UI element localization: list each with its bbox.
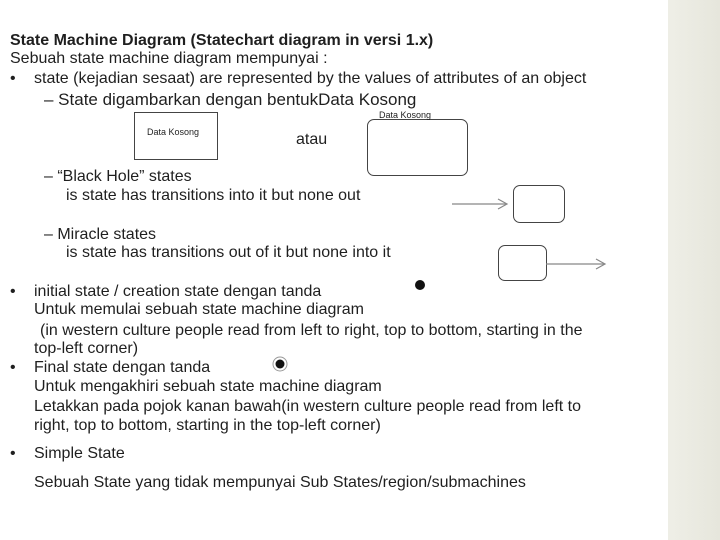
state-box-rounded-label: Data Kosong bbox=[379, 110, 432, 120]
state-box-square-label: Data Kosong bbox=[147, 127, 200, 137]
initial-text-3: (in western culture people read from left to right, top to bottom, starting in the bbox=[40, 322, 583, 339]
simple-text-2: Sebuah State yang tidak mempunyai Sub States/region/submachines bbox=[34, 474, 526, 491]
final-text-4: right, top to bottom, starting in the top-left corner) bbox=[34, 417, 381, 434]
initial-text-4: top-left corner) bbox=[34, 340, 139, 357]
bullet-final: • bbox=[10, 359, 16, 376]
bullet-state: • bbox=[10, 70, 16, 87]
black-hole-description: is state has transitions into it but none out bbox=[66, 187, 361, 204]
miracle-description: is state has transitions out of it but none into it bbox=[66, 244, 391, 261]
intro-line: Sebuah state machine diagram mempunyai : bbox=[10, 50, 328, 67]
bullet-simple: • bbox=[10, 445, 16, 462]
black-hole-heading: – “Black Hole” states bbox=[44, 168, 192, 185]
final-text-3: Letakkan pada pojok kanan bawah(in western culture people read from left to bbox=[34, 398, 582, 415]
bullet-initial: • bbox=[10, 283, 16, 300]
final-text-2: Untuk mengakhiri sebuah state machine diagram bbox=[34, 378, 382, 395]
state-sub-text: – State digambarkan dengan bentukData Kosong bbox=[44, 90, 417, 109]
initial-text-2: Untuk memulai sebuah state machine diagram bbox=[34, 301, 364, 318]
miracle-heading: – Miracle states bbox=[44, 226, 157, 243]
or-text: atau bbox=[296, 131, 328, 148]
state-bullet-text: state (kejadian sesaat) are represented by the values of attributes of an object bbox=[34, 70, 587, 87]
simple-text-1: Simple State bbox=[34, 445, 125, 462]
slide-title: State Machine Diagram (Statechart diagram in versi 1.x) bbox=[10, 32, 434, 49]
final-text-1: Final state dengan tanda bbox=[34, 359, 211, 376]
initial-text-1: initial state / creation state dengan tanda bbox=[34, 283, 322, 300]
